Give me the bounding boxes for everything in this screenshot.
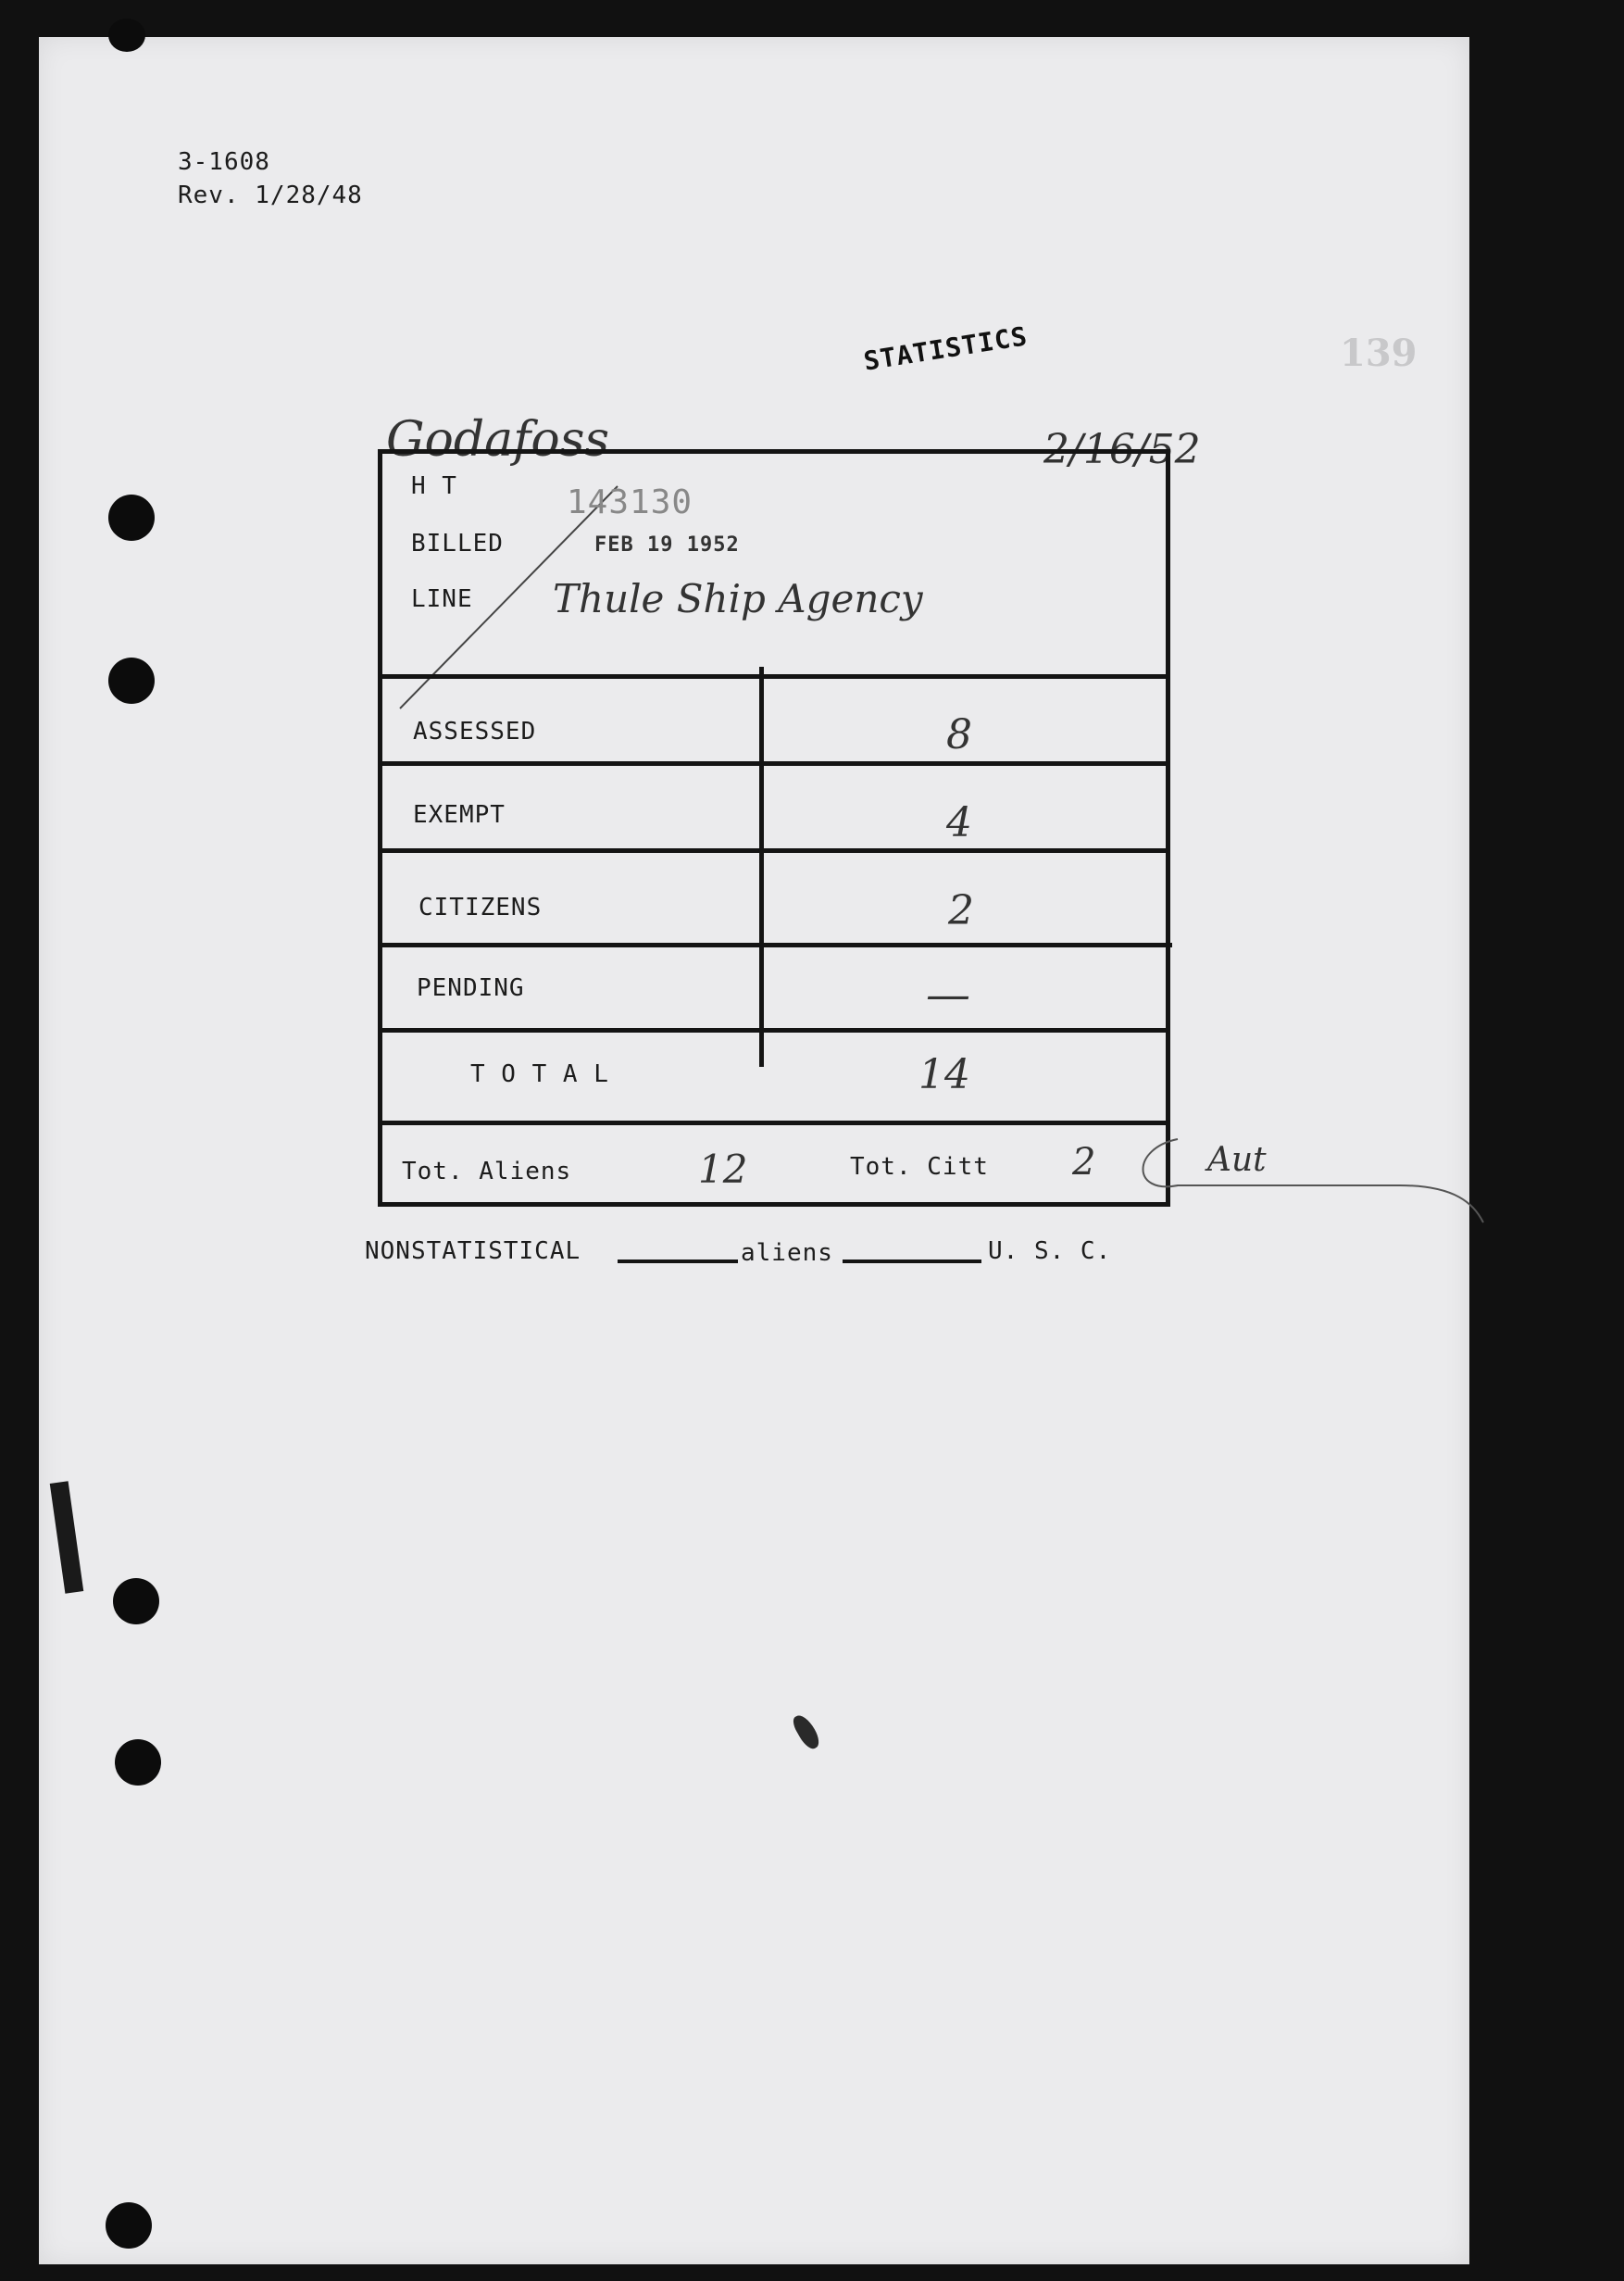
citizens-label: CITIZENS (418, 894, 543, 921)
billed-date-stamp: FEB 19 1952 (594, 533, 740, 557)
form-number: 3-1608 (178, 148, 270, 176)
ship-name: Godafoss (386, 412, 610, 468)
ht-label: H T (411, 472, 457, 500)
column-divider (759, 667, 764, 1067)
row-divider (378, 1028, 1166, 1033)
row-divider (378, 761, 1166, 766)
form-revision: Rev. 1/28/48 (178, 182, 363, 209)
assessed-value: 8 (946, 711, 972, 758)
smudge-mark (50, 1481, 84, 1594)
total-citizens-label: Tot. Citt (850, 1153, 989, 1181)
aliens-blank (618, 1260, 738, 1263)
nonstatistical-label: NONSTATISTICAL (365, 1237, 581, 1265)
header-divider (378, 674, 1166, 679)
row-divider (378, 1121, 1166, 1125)
usc-blank (843, 1260, 981, 1263)
initials: Aut (1207, 1141, 1267, 1179)
punch-hole (115, 1739, 161, 1786)
smudge-mark (790, 1711, 823, 1752)
line-value: Thule Ship Agency (553, 576, 923, 621)
exempt-value: 4 (946, 799, 972, 846)
page-number: 139 (1340, 332, 1418, 375)
row-divider (378, 943, 1172, 947)
punch-hole (108, 19, 145, 52)
total-label: T O T A L (470, 1060, 609, 1088)
exempt-label: EXEMPT (413, 801, 506, 829)
punch-hole (106, 2202, 152, 2249)
total-aliens-label: Tot. Aliens (402, 1158, 572, 1185)
aliens-label: aliens (741, 1239, 833, 1267)
citizens-value: 2 (948, 887, 974, 934)
line-label: LINE (411, 585, 473, 613)
total-aliens-value: 12 (698, 1147, 748, 1192)
punch-hole (108, 658, 155, 704)
row-divider (378, 848, 1166, 853)
statistics-stamp: STATISTICS (861, 320, 1031, 377)
document-page (39, 37, 1469, 2264)
total-value: 14 (918, 1051, 970, 1098)
total-citizens-value: 2 (1072, 1141, 1096, 1184)
assessed-label: ASSESSED (413, 718, 537, 746)
pending-value: — (926, 969, 970, 1021)
ht-value: 143130 (567, 483, 693, 521)
punch-hole (108, 495, 155, 541)
punch-hole (113, 1578, 159, 1624)
pending-label: PENDING (417, 974, 525, 1002)
billed-label: BILLED (411, 530, 504, 558)
initials-flourish (1122, 1121, 1511, 1232)
record-date: 2/16/52 (1043, 426, 1201, 473)
usc-label: U. S. C. (988, 1237, 1112, 1265)
